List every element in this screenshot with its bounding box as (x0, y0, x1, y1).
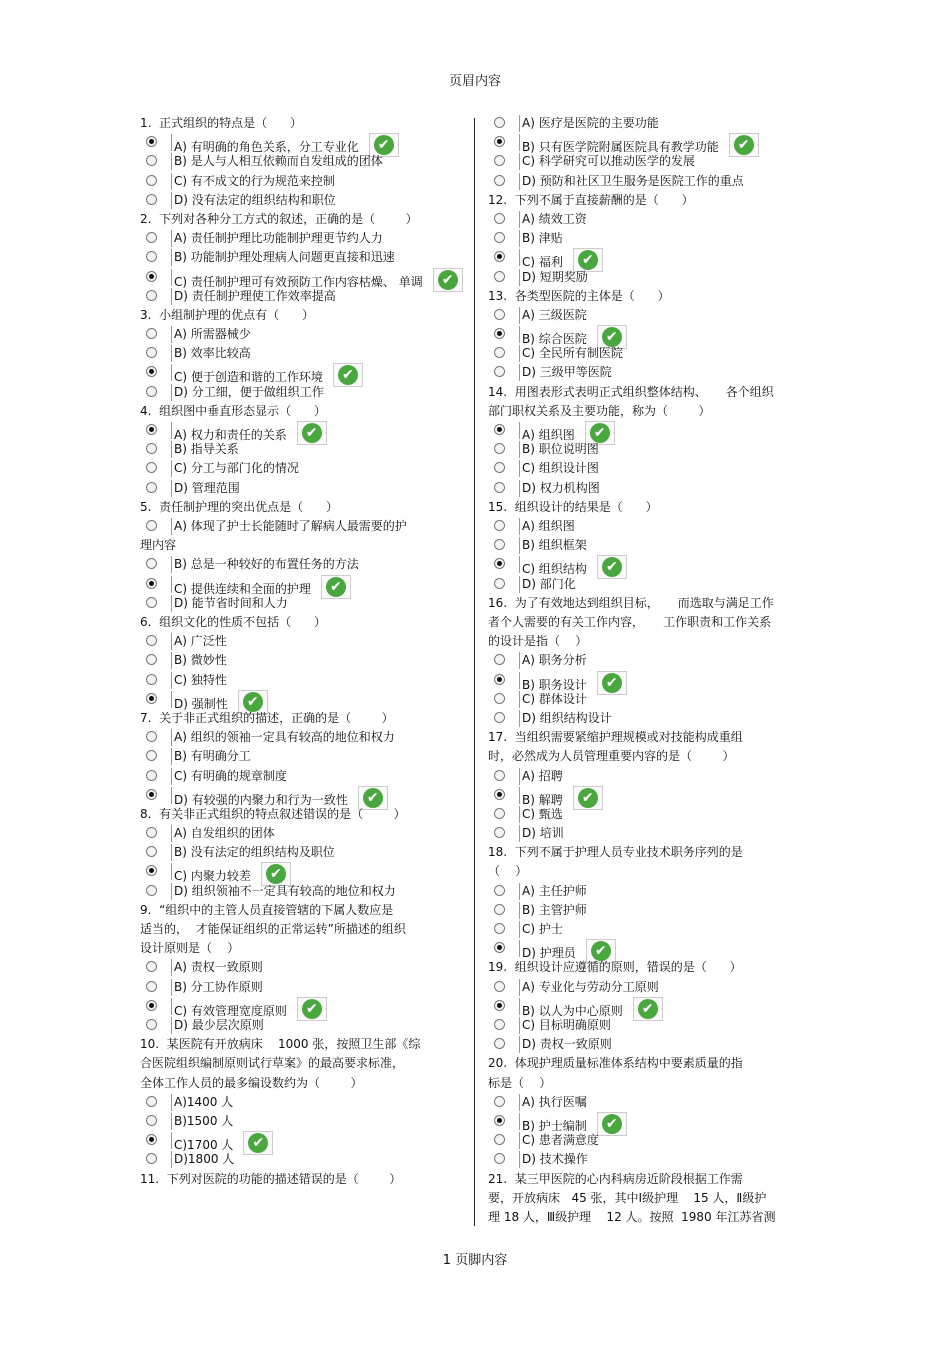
option-label: B) 津贴 (522, 231, 563, 246)
option-label: C) 甄选 (522, 806, 563, 821)
option-label: D) 没有法定的组织结构和职位 (174, 192, 336, 207)
page-header: 页眉内容 (448, 74, 501, 89)
radio-button[interactable] (494, 578, 505, 589)
radio-button[interactable] (146, 770, 157, 781)
correct-check-icon: ✔ (321, 575, 351, 599)
answer-option[interactable] (140, 152, 462, 171)
question-text: 12. 下列不属于直接薪酬的是（ ） (488, 192, 694, 207)
radio-button[interactable] (494, 558, 505, 569)
option-label: D) 强制性 (174, 696, 228, 711)
radio-button[interactable] (494, 136, 505, 147)
question-text: 1. 正式组织的特点是（ ） (140, 116, 302, 130)
answer-option[interactable] (140, 555, 462, 574)
answer-option[interactable] (488, 824, 808, 843)
correct-check-icon: ✔ (573, 248, 603, 272)
answer-option[interactable] (140, 786, 462, 805)
radio-button[interactable] (146, 443, 157, 454)
option-label: C) 独特性 (174, 672, 227, 687)
option-label: B) 职位说明图 (522, 442, 599, 457)
answer-option[interactable] (488, 517, 808, 536)
option-label: B) 效率比较高 (174, 346, 251, 361)
radio-button[interactable] (494, 443, 505, 454)
answer-option[interactable] (140, 363, 462, 385)
radio-button[interactable] (146, 328, 157, 339)
radio-button[interactable] (494, 271, 505, 282)
option-label: A) 责权一致原则 (174, 960, 263, 975)
option-label: B) 有明确分工 (174, 749, 251, 764)
answer-option[interactable] (488, 306, 808, 325)
answer-option[interactable] (140, 325, 462, 344)
question-text: 21. 某三甲医院的心内科病房近阶段根据工作需 要，开放病床 45 张，其中Ⅰ级护理 15 人，Ⅱ级护 理 18 人，Ⅲ级护理 12 人。按照 1980 年江苏省测 (488, 1171, 776, 1224)
radio-button[interactable] (494, 539, 505, 550)
answer-option[interactable] (488, 1150, 808, 1169)
answer-option[interactable] (488, 709, 808, 728)
answer-option[interactable] (488, 344, 808, 363)
option-label: C) 全民所有制医院 (522, 346, 623, 361)
column-divider (474, 118, 475, 1226)
option-label: A) 体现了护士长能随时了解病人最需要的护 (174, 519, 407, 534)
option-label: A) 主任护师 (522, 883, 587, 898)
radio-button[interactable] (146, 865, 157, 876)
answer-option[interactable] (140, 133, 462, 155)
answer-option[interactable] (140, 843, 462, 862)
answer-option[interactable] (140, 191, 462, 210)
option-label: D) 部门化 (522, 576, 576, 591)
answer-option[interactable] (488, 1093, 808, 1112)
answer-option[interactable] (488, 997, 808, 1016)
radio-button[interactable] (494, 1038, 505, 1049)
option-label: D) 最少层次原则 (174, 1018, 264, 1032)
radio-button[interactable] (494, 1019, 505, 1030)
answer-option[interactable] (488, 152, 808, 171)
correct-check-icon: ✔ (369, 133, 399, 157)
correct-check-icon: ✔ (358, 786, 388, 810)
radio-button[interactable] (146, 155, 157, 166)
answer-option[interactable] (488, 978, 808, 997)
option-label: A)1400 人 (174, 1094, 234, 1109)
option-label: C) 责任制护理可有效预防工作内容枯燥、 单调 (174, 274, 423, 289)
answer-option[interactable] (140, 287, 462, 306)
option-label: D) 组织结构设计 (522, 710, 612, 725)
radio-button[interactable] (146, 1115, 157, 1126)
option-label: D) 能节省时间和人力 (174, 595, 288, 610)
answer-option[interactable] (140, 383, 462, 402)
radio-button[interactable] (494, 942, 505, 953)
option-label: C) 目标明确原则 (522, 1018, 611, 1033)
question-text: 18. 下列不属于护理人员专业技术职务序列的是 （ ） (488, 845, 743, 879)
option-label: D) 短期奖励 (522, 269, 588, 284)
radio-button[interactable] (494, 347, 505, 358)
option-label: C) 护士 (522, 922, 563, 937)
option-label: A) 权力和责任的关系 (174, 428, 287, 443)
radio-button[interactable] (146, 693, 157, 704)
option-label: B)1500 人 (174, 1113, 234, 1128)
radio-button[interactable] (494, 309, 505, 320)
radio-button[interactable] (494, 155, 505, 166)
option-continuation: 理内容 (140, 538, 177, 553)
question-text: 8. 有关非正式组织的特点叙述错误的是（ ） (140, 806, 406, 821)
radio-button[interactable] (146, 558, 157, 569)
question-text: 16. 为了有效地达到组织目标， 而选取与满足工作 者个人需要的有关工作内容， 工作职责和工作关系 的设计是指（ ） (488, 595, 774, 649)
radio-button[interactable] (494, 366, 505, 377)
answer-option[interactable] (140, 690, 462, 709)
answer-option[interactable] (140, 479, 462, 498)
radio-button[interactable] (494, 1000, 505, 1011)
answer-option[interactable] (140, 268, 462, 287)
answer-option[interactable] (140, 1150, 462, 1169)
option-label: D) 责权一致原则 (522, 1037, 612, 1052)
radio-button[interactable] (494, 213, 505, 224)
option-label: D) 护理员 (522, 946, 576, 961)
option-label: B) 微妙性 (174, 653, 227, 668)
answer-option[interactable] (488, 479, 808, 498)
correct-check-icon: ✔ (297, 421, 327, 445)
answer-option[interactable] (140, 1112, 462, 1131)
question-text: 6. 组织文化的性质不包括（ ） (140, 614, 326, 629)
answer-option[interactable] (140, 575, 462, 594)
answer-option[interactable] (488, 325, 808, 347)
option-label: B) 主管护师 (522, 902, 587, 917)
radio-button[interactable] (494, 674, 505, 685)
page-footer: 1 页脚内容 (442, 1253, 508, 1268)
option-label: B) 综合医院 (522, 332, 587, 347)
answer-option[interactable] (488, 767, 808, 786)
option-label: A) 职务分析 (522, 653, 587, 668)
option-label: C)1700 人 (174, 1138, 234, 1153)
radio-button[interactable] (494, 1115, 505, 1126)
answer-option[interactable] (488, 1112, 808, 1131)
option-label: B) 只有医学院附属医院具有教学功能 (522, 140, 719, 155)
answer-option[interactable] (140, 459, 462, 478)
option-label: B) 护士编制 (522, 1118, 587, 1133)
radio-button[interactable] (146, 194, 157, 205)
question-text: 15. 组织设计的结果是（ ） (488, 499, 658, 514)
question-text: 9. “组织中的主管人员直接管辖的下属人数应是 适当的， 才能保证组织的正常运转”所描述的组织 设计原则是（ ） (140, 902, 406, 956)
radio-button[interactable] (494, 904, 505, 915)
radio-button[interactable] (494, 808, 505, 819)
question-text: 11. 下列对医院的功能的描述错误的是（ ） (140, 1171, 402, 1186)
radio-button[interactable] (146, 731, 157, 742)
answer-option[interactable] (488, 671, 808, 690)
radio-button[interactable] (494, 424, 505, 435)
option-label: C) 有不成文的行为规范来控制 (174, 173, 335, 188)
correct-check-icon: ✔ (585, 421, 615, 445)
answer-option[interactable] (140, 229, 462, 248)
answer-option[interactable] (140, 978, 462, 997)
question-text: 5. 责任制护理的突出优点是（ ） (140, 499, 338, 514)
option-label: A) 专业化与劳动分工原则 (522, 979, 659, 994)
answer-option[interactable] (140, 594, 462, 613)
radio-button[interactable] (494, 251, 505, 262)
radio-button[interactable] (146, 674, 157, 685)
option-label: A) 招聘 (522, 768, 563, 783)
radio-button[interactable] (146, 981, 157, 992)
answer-option[interactable] (140, 440, 462, 459)
answer-option[interactable] (488, 805, 808, 824)
answer-option[interactable] (140, 728, 462, 747)
option-label: D)1800 人 (174, 1152, 235, 1167)
correct-check-icon: ✔ (597, 555, 627, 579)
answer-option[interactable] (488, 459, 808, 478)
answer-option[interactable] (140, 1093, 462, 1112)
option-label: D) 技术操作 (522, 1152, 588, 1167)
radio-button[interactable] (146, 597, 157, 608)
radio-button[interactable] (146, 789, 157, 800)
answer-option[interactable] (488, 229, 808, 248)
radio-button[interactable] (146, 136, 157, 147)
answer-option[interactable] (488, 920, 808, 939)
answer-option[interactable] (488, 363, 808, 382)
option-label: A) 医疗是医院的主要功能 (522, 116, 659, 130)
radio-button[interactable] (146, 578, 157, 589)
answer-option[interactable] (488, 440, 808, 459)
correct-check-icon: ✔ (597, 1112, 627, 1136)
answer-option[interactable] (488, 248, 808, 270)
option-label: A) 有明确的角色关系，分工专业化 (174, 140, 359, 155)
answer-option[interactable] (488, 133, 808, 155)
radio-button[interactable] (146, 347, 157, 358)
option-label: B) 功能制护理处理病人问题更直接和迅速 (174, 250, 395, 265)
answer-option[interactable] (140, 997, 462, 1016)
radio-button[interactable] (146, 290, 157, 301)
option-label: C) 有明确的规章制度 (174, 768, 287, 783)
option-label: D) 分工细，便于做组织工作 (174, 384, 324, 399)
radio-button[interactable] (146, 232, 157, 243)
right-column (488, 114, 808, 1227)
answer-option[interactable] (140, 344, 462, 363)
radio-button[interactable] (494, 1134, 505, 1145)
option-label: A) 三级医院 (522, 307, 587, 322)
radio-button[interactable] (494, 462, 505, 473)
radio-button[interactable] (146, 520, 157, 531)
answer-option[interactable] (488, 575, 808, 594)
option-label: A) 责任制护理比功能制护理更节约人力 (174, 231, 383, 246)
answer-option[interactable] (140, 517, 462, 536)
radio-button[interactable] (146, 175, 157, 186)
radio-button[interactable] (146, 251, 157, 262)
answer-option[interactable] (488, 114, 808, 133)
answer-option[interactable] (488, 210, 808, 229)
radio-button[interactable] (494, 885, 505, 896)
radio-button[interactable] (146, 424, 157, 435)
option-label: B) 指导关系 (174, 442, 239, 457)
radio-button[interactable] (494, 1153, 505, 1164)
answer-option[interactable] (140, 651, 462, 670)
radio-button[interactable] (494, 482, 505, 493)
radio-button[interactable] (146, 462, 157, 473)
left-column (140, 114, 462, 1189)
answer-option[interactable] (488, 1131, 808, 1150)
option-label: C) 内聚力较差 (174, 869, 251, 884)
option-label: C) 有效管理宽度原则 (174, 1003, 287, 1018)
question-text: 13. 各类型医院的主体是（ ） (488, 288, 670, 303)
correct-check-icon: ✔ (729, 133, 759, 157)
option-label: D) 组织领袖不一定具有较高的地位和权力 (174, 883, 396, 898)
answer-option[interactable] (488, 172, 808, 191)
answer-option[interactable] (140, 824, 462, 843)
option-label: D) 三级甲等医院 (522, 365, 612, 380)
radio-button[interactable] (146, 827, 157, 838)
radio-button[interactable] (146, 366, 157, 377)
answer-option[interactable] (140, 747, 462, 766)
question-text: 14. 用图表形式表明正式组织整体结构、 各个组织 部门职权关系及主要功能，称为（ ） (488, 384, 774, 418)
answer-option[interactable] (140, 632, 462, 651)
answer-option[interactable] (140, 248, 462, 267)
answer-option[interactable] (140, 172, 462, 191)
option-label: C) 分工与部门化的情况 (174, 461, 299, 476)
radio-button[interactable] (146, 961, 157, 972)
option-label: A) 组织的领袖一定具有较高的地位和权力 (174, 730, 395, 745)
radio-button[interactable] (146, 635, 157, 646)
radio-button[interactable] (146, 271, 157, 282)
correct-check-icon: ✔ (586, 939, 616, 963)
answer-option[interactable] (488, 939, 808, 961)
radio-button[interactable] (146, 1153, 157, 1164)
option-label: D) 培训 (522, 826, 564, 841)
answer-option[interactable] (140, 958, 462, 977)
correct-check-icon: ✔ (433, 268, 463, 292)
answer-option[interactable] (488, 882, 808, 901)
option-label: A) 组织图 (522, 519, 575, 534)
radio-button[interactable] (146, 1019, 157, 1030)
option-label: C) 组织结构 (522, 562, 587, 577)
answer-option[interactable] (140, 1016, 462, 1035)
correct-check-icon: ✔ (243, 1131, 273, 1155)
option-label: D) 责任制护理使工作效率提高 (174, 288, 336, 303)
correct-check-icon: ✔ (261, 862, 291, 886)
correct-check-icon: ✔ (633, 997, 663, 1021)
question-text: 2. 下列对各种分工方式的叙述，正确的是（ ） (140, 211, 418, 226)
answer-option[interactable] (140, 767, 462, 786)
answer-option[interactable] (140, 671, 462, 690)
option-label: B) 解聘 (522, 792, 563, 807)
radio-button[interactable] (146, 1000, 157, 1011)
option-label: B) 总是一种较好的布置任务的方法 (174, 557, 359, 572)
radio-button[interactable] (146, 1096, 157, 1107)
option-label: A) 所需器械少 (174, 327, 251, 342)
radio-button[interactable] (494, 117, 505, 128)
option-label: A) 组织图 (522, 428, 575, 443)
option-label: C) 科学研究可以推动医学的发展 (522, 154, 695, 169)
answer-option[interactable] (488, 536, 808, 555)
correct-check-icon: ✔ (297, 997, 327, 1021)
option-label: C) 患者满意度 (522, 1133, 599, 1148)
radio-button[interactable] (494, 654, 505, 665)
answer-option[interactable] (488, 651, 808, 670)
radio-button[interactable] (146, 885, 157, 896)
radio-button[interactable] (494, 789, 505, 800)
correct-check-icon: ✔ (238, 690, 268, 714)
radio-button[interactable] (146, 750, 157, 761)
radio-button[interactable] (494, 232, 505, 243)
answer-option[interactable] (488, 268, 808, 287)
option-label: C) 福利 (522, 255, 563, 270)
radio-button[interactable] (146, 482, 157, 493)
answer-option[interactable] (488, 421, 808, 443)
answer-option[interactable] (140, 1131, 462, 1153)
question-text: 3. 小组制护理的优点有（ ） (140, 307, 314, 322)
question-text: 17. 当组织需要紧缩护理规模或对技能构成重组 时，必然成为人员管理重要内容的是（ ） (488, 730, 743, 764)
correct-check-icon: ✔ (597, 325, 627, 349)
radio-button[interactable] (494, 712, 505, 723)
question-text: 10. 某医院有开放病床 1000 张，按照卫生部《综 合医院组织编制原则试行草案》的最高要求标准， 全体工作人员的最多编设数约为（ ） (140, 1037, 421, 1090)
answer-option[interactable] (140, 882, 462, 901)
option-label: A) 执行医嘱 (522, 1094, 587, 1109)
option-label: C) 组织设计图 (522, 461, 599, 476)
radio-button[interactable] (494, 175, 505, 186)
answer-option[interactable] (488, 901, 808, 920)
answer-option[interactable] (488, 1035, 808, 1054)
answer-option[interactable] (140, 421, 462, 443)
option-label: B) 以人为中心原则 (522, 1003, 623, 1018)
option-label: A) 广泛性 (174, 634, 227, 649)
radio-button[interactable] (494, 1096, 505, 1107)
question-text: 7. 关于非正式组织的描述，正确的是（ ） (140, 710, 394, 725)
option-label: C) 群体设计 (522, 691, 587, 706)
option-label: B) 分工协作原则 (174, 979, 263, 994)
option-label: D) 权力机构图 (522, 480, 600, 495)
answer-option[interactable] (488, 1016, 808, 1035)
radio-button[interactable] (146, 386, 157, 397)
radio-button[interactable] (494, 328, 505, 339)
question-text: 20. 体现护理质量标准体系结构中要素质量的指 标是（ ） (488, 1056, 743, 1090)
correct-check-icon: ✔ (333, 363, 363, 387)
radio-button[interactable] (146, 846, 157, 857)
option-label: C) 提供连续和全面的护理 (174, 581, 311, 596)
option-label: D) 管理范围 (174, 480, 240, 495)
answer-option[interactable] (488, 690, 808, 709)
option-label: B) 组织框架 (522, 538, 587, 553)
radio-button[interactable] (494, 981, 505, 992)
radio-button[interactable] (146, 1134, 157, 1145)
option-label: A) 绩效工资 (522, 211, 587, 226)
answer-option[interactable] (488, 555, 808, 577)
option-label: B) 是人与人相互依赖而自发组成的团体 (174, 154, 383, 169)
radio-button[interactable] (494, 923, 505, 934)
answer-option[interactable] (140, 862, 462, 884)
question-text: 4. 组织图中垂直形态显示（ ） (140, 403, 326, 418)
answer-option[interactable] (488, 786, 808, 805)
option-label: B) 没有法定的组织结构及职位 (174, 845, 335, 860)
correct-check-icon: ✔ (573, 786, 603, 810)
question-text: 19. 组织设计应遵循的原则，错误的是（ ） (488, 960, 742, 975)
radio-button[interactable] (494, 520, 505, 531)
radio-button[interactable] (494, 693, 505, 704)
radio-button[interactable] (494, 770, 505, 781)
option-label: D) 有较强的内聚力和行为一致性 (174, 792, 348, 807)
radio-button[interactable] (494, 827, 505, 838)
radio-button[interactable] (146, 654, 157, 665)
option-label: D) 预防和社区卫生服务是医院工作的重点 (522, 173, 744, 188)
correct-check-icon: ✔ (597, 671, 627, 695)
option-label: A) 自发组织的团体 (174, 826, 275, 841)
option-label: B) 职务设计 (522, 677, 587, 692)
option-label: C) 便于创造和谐的工作环境 (174, 370, 323, 385)
